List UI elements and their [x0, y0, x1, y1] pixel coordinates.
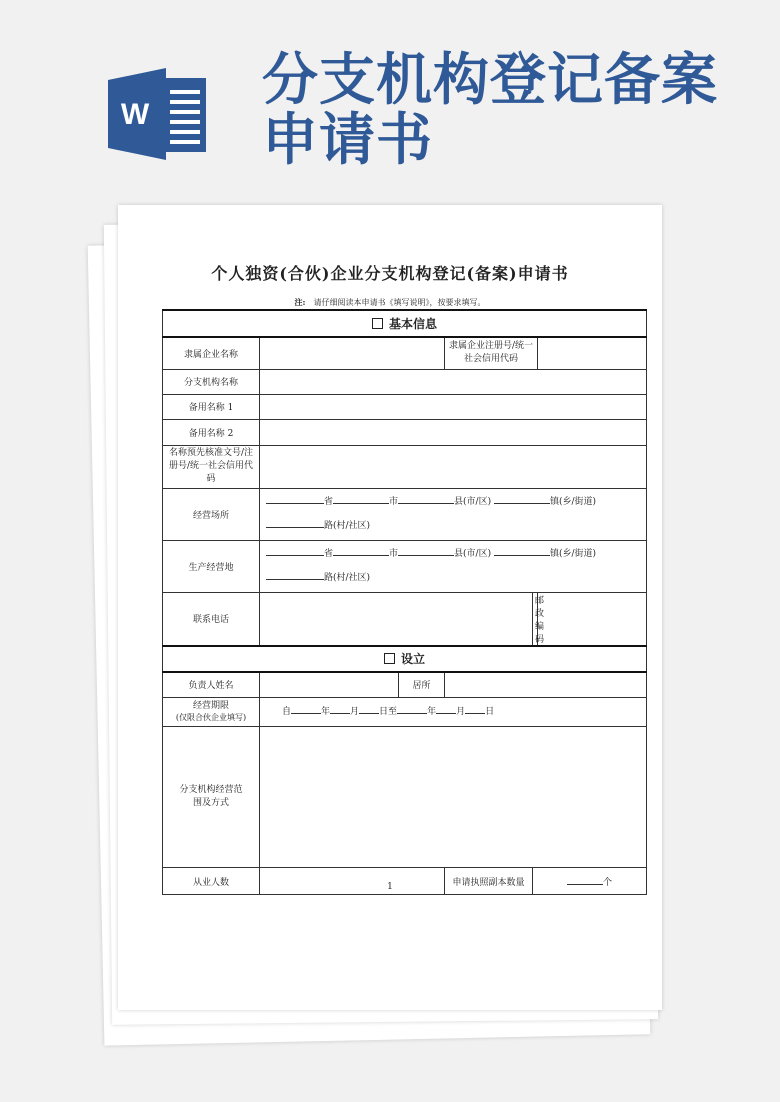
banner-title: 分支机构登记备案申请书 [262, 47, 718, 173]
residence-field[interactable] [445, 672, 647, 698]
production-address-field[interactable]: 省 市 县(市/区) 镇(乡/街道) 路(村/社区) [260, 540, 647, 592]
form-label: 经营场所 [163, 488, 260, 540]
form-label: 经营期限 (仅限合伙企业填写) [163, 698, 260, 727]
section-basic-info: 基本信息 [163, 310, 647, 337]
premises-address-field[interactable]: 省 市 县(市/区) 镇(乡/街道) 路(村/社区) [260, 488, 647, 540]
phone-field[interactable] [260, 592, 533, 646]
form-label: 邮政编码 [533, 592, 538, 646]
document-title: 个人独资(合伙)企业分支机构登记(备案)申请书 [211, 264, 569, 283]
form-label: 申请执照副本数量 [445, 868, 533, 895]
form-label: 隶属企业名称 [163, 337, 260, 369]
document-page [118, 205, 662, 1010]
alt-name-2-field[interactable] [260, 419, 647, 445]
prename-field[interactable] [260, 445, 647, 488]
note: 注: 请仔细阅读本申请书《填写说明》，按要求填写。 [294, 297, 486, 307]
form-label: 居所 [399, 672, 445, 698]
page-number: 1 [387, 882, 393, 892]
form-label: 分支机构经营范围及方式 [163, 727, 260, 868]
form-label: 负责人姓名 [163, 672, 260, 698]
word-icon [108, 68, 208, 160]
branch-name-field[interactable] [260, 369, 647, 394]
alt-name-1-field[interactable] [260, 394, 647, 419]
postcode-field[interactable] [538, 592, 647, 646]
form-label: 隶属企业注册号/统一社会信用代码 [445, 337, 538, 369]
section-establish: 设立 [163, 646, 647, 672]
checkbox-icon[interactable] [384, 653, 395, 664]
copies-field[interactable]: 个 [533, 868, 647, 895]
form-label: 生产经营地 [163, 540, 260, 592]
svg-text:W: W [120, 98, 150, 131]
application-form [162, 309, 647, 895]
form-label: 分支机构名称 [163, 369, 260, 394]
parent-name-field[interactable] [260, 337, 445, 369]
form-label: 名称预先核准文号/注册号/统一社会信用代码 [163, 445, 260, 488]
principal-field[interactable] [260, 672, 399, 698]
form-label: 备用名称 2 [163, 419, 260, 445]
checkbox-icon[interactable] [372, 318, 383, 329]
form-label: 备用名称 1 [163, 394, 260, 419]
parent-reg-field[interactable] [538, 337, 647, 369]
form-label: 从业人数 [163, 868, 260, 895]
form-label: 联系电话 [163, 592, 260, 646]
term-field[interactable]: 自 年 月 日至 年 月 日 [260, 698, 647, 727]
scope-field[interactable] [260, 727, 647, 868]
